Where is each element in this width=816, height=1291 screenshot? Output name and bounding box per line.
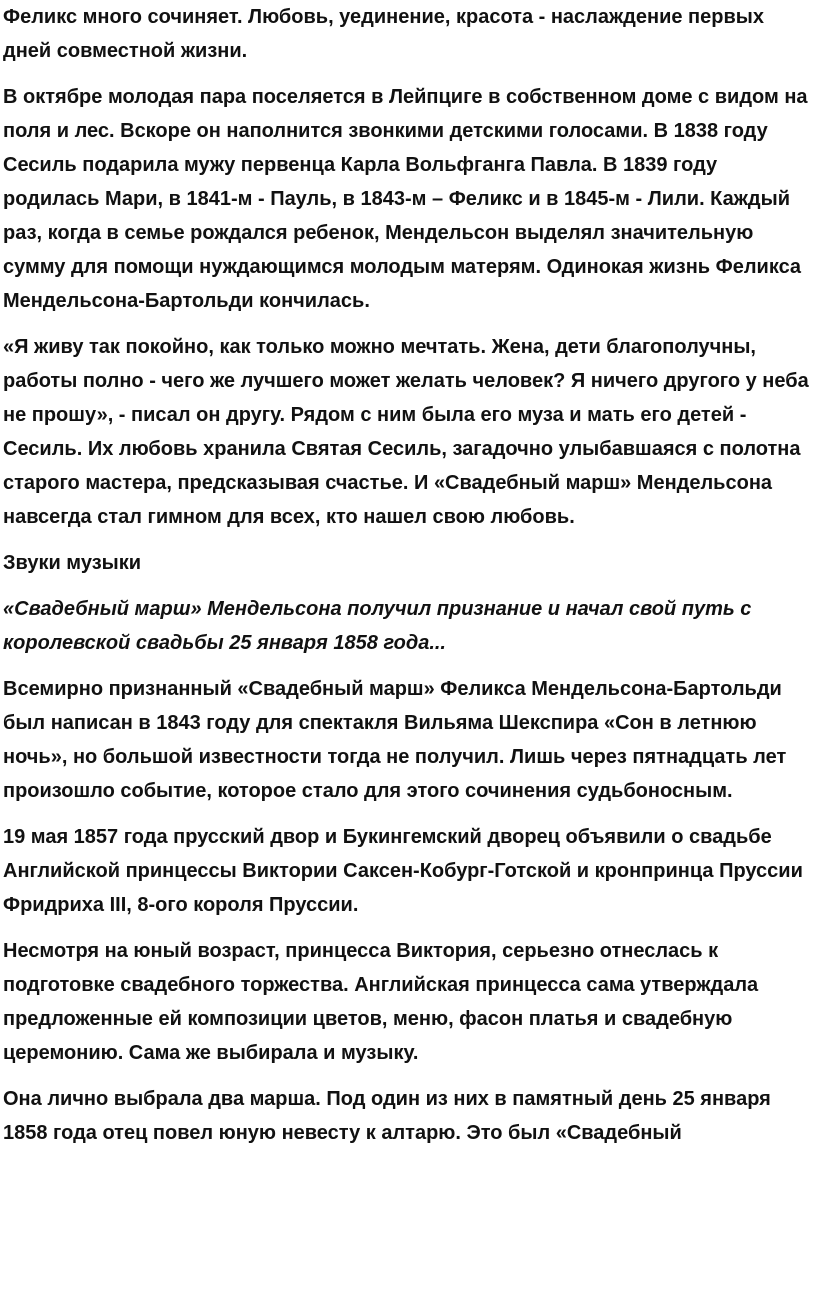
paragraph-8: Несмотря на юный возраст, принцесса Виктория, серьезно отнеслась к подготовке свадебного торжества. Английская принцесса сама утверждала предложенные ей композиции цветов, меню, фасон платья и свадебную церемонию. Сама же выбирала и музыку. <box>3 940 759 1064</box>
paragraph-6: Всемирно признанный «Свадебный марш» Феликса Мендельсона-Бартольди был написан в 1843 году для спектакля Вильяма Шекспира «Сон в летнюю ночь», но большой известности тогда не получил. Лишь через пятнадцать лет произошло событие, которое стало для этого сочинения судьбоносным. <box>3 678 787 802</box>
paragraph-9: Она лично выбрала два марша. Под один из них в памятный день 25 января 1858 года отец повел юную невесту к алтарю. Это был «Свадебный <box>3 1088 771 1144</box>
paragraph-3: «Я живу так покойно, как только можно мечтать. Жена, дети благополучны, работы полно - чего же лучшего может желать человек? Я ничего другого у неба не прошу», - писал он другу. Рядом с ним была его муза и мать его детей - Сесиль. Их любовь хранила Святая Сесиль, загадочно улыбавшаяся с полотна старого мастера, предсказывая счастье. И «Свадебный марш» Мендельсона навсегда стал гимном для всех, кто нашел свою любовь. <box>3 336 809 528</box>
paragraph-1: Феликс много сочиняет. Любовь, уединение, красота - наслаждение первых дней совместной жизни. <box>3 6 764 62</box>
paragraph-7: 19 мая 1857 года прусский двор и Букингемский дворец объявили о свадьбе Английской принцессы Виктории Саксен-Кобург-Готской и кронпринца Пруссии Фридриха III, 8-ого короля Пруссии. <box>3 826 803 916</box>
section-heading: Звуки музыки <box>3 552 142 574</box>
italic-lead-paragraph: «Свадебный марш» Мендельсона получил признание и начал свой путь с королевской свадьбы 25 января 1858 года... <box>3 598 752 654</box>
paragraph-2: В октябре молодая пара поселяется в Лейпциге в собственном доме с видом на поля и лес. Вскоре он наполнится звонкими детскими голосами. В 1838 году Сесиль подарила мужу первенца Карла Вольфганга Павла. В 1839 году родилась Мари, в 1841-м - Пауль, в 1843-м – Феликс и в 1845-м - Лили. Каждый раз, когда в семье рождался ребенок, Мендельсон выделял значительную сумму для помощи нуждающимся молодым матерям. Одинокая жизнь Феликса Мендельсона-Бартольди кончилась. <box>3 86 808 312</box>
